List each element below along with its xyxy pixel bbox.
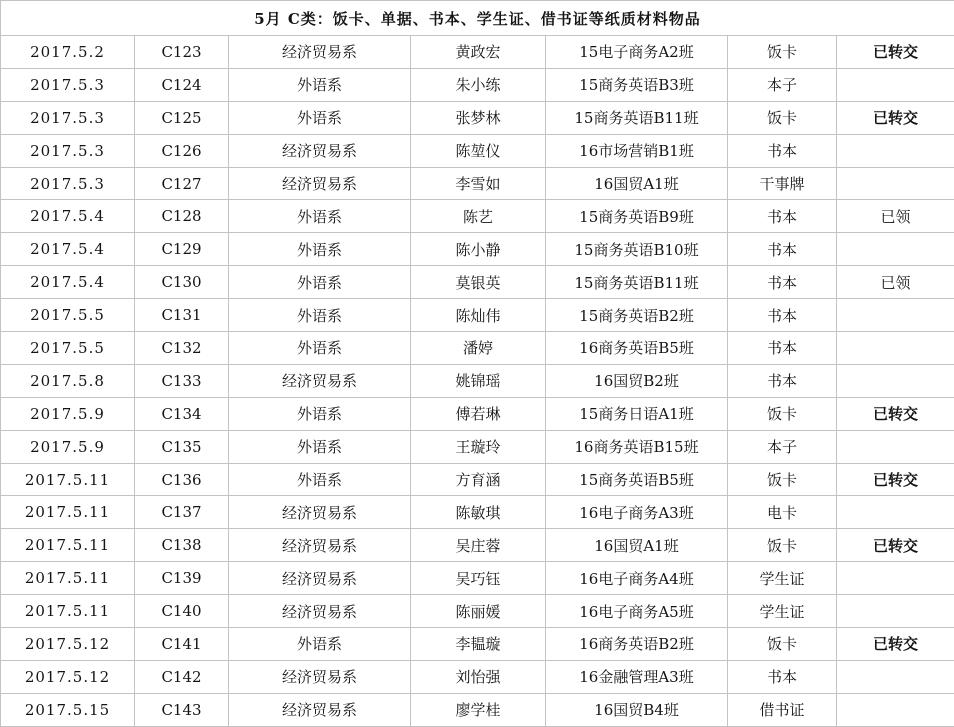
cell-item: 书本 bbox=[728, 660, 837, 693]
cell-date: 2017.5.3 bbox=[1, 101, 135, 134]
cell-item: 书本 bbox=[728, 299, 837, 332]
cell-date: 2017.5.4 bbox=[1, 266, 135, 299]
cell-item: 书本 bbox=[728, 266, 837, 299]
cell-department: 经济贸易系 bbox=[229, 562, 411, 595]
cell-class: 16电子商务A3班 bbox=[546, 496, 728, 529]
cell-status: 已转交 bbox=[837, 397, 954, 430]
cell-item: 干事牌 bbox=[728, 167, 837, 200]
table-row bbox=[1, 693, 954, 726]
cell-class: 15商务英语B9班 bbox=[546, 200, 728, 233]
cell-code: C138 bbox=[135, 529, 229, 562]
cell-code: C140 bbox=[135, 595, 229, 628]
title-row bbox=[1, 1, 954, 36]
cell-code: C137 bbox=[135, 496, 229, 529]
cell-class: 15商务英语B11班 bbox=[546, 101, 728, 134]
cell-name: 陈丽媛 bbox=[411, 595, 546, 628]
cell-department: 经济贸易系 bbox=[229, 167, 411, 200]
table-row bbox=[1, 299, 954, 332]
cell-status bbox=[837, 430, 954, 463]
cell-date: 2017.5.9 bbox=[1, 397, 135, 430]
cell-department: 外语系 bbox=[229, 463, 411, 496]
table-row bbox=[1, 397, 954, 430]
cell-class: 16市场营销B1班 bbox=[546, 134, 728, 167]
cell-name: 潘婷 bbox=[411, 332, 546, 365]
table-row bbox=[1, 595, 954, 628]
cell-status bbox=[837, 167, 954, 200]
cell-status bbox=[837, 332, 954, 365]
cell-class: 15商务英语B2班 bbox=[546, 299, 728, 332]
table-row bbox=[1, 364, 954, 397]
cell-item: 借书证 bbox=[728, 693, 837, 726]
cell-code: C143 bbox=[135, 693, 229, 726]
table-title: 5月 C类：饭卡、单据、书本、学生证、借书证等纸质材料物品 bbox=[1, 1, 954, 36]
table-row bbox=[1, 101, 954, 134]
cell-status bbox=[837, 299, 954, 332]
cell-code: C132 bbox=[135, 332, 229, 365]
cell-item: 书本 bbox=[728, 233, 837, 266]
cell-item: 学生证 bbox=[728, 595, 837, 628]
cell-name: 陈艺 bbox=[411, 200, 546, 233]
cell-status: 已领 bbox=[837, 266, 954, 299]
cell-item: 本子 bbox=[728, 430, 837, 463]
table-body bbox=[1, 1, 954, 727]
cell-code: C129 bbox=[135, 233, 229, 266]
cell-date: 2017.5.11 bbox=[1, 595, 135, 628]
cell-class: 16金融管理A3班 bbox=[546, 660, 728, 693]
cell-name: 吴庄蓉 bbox=[411, 529, 546, 562]
cell-date: 2017.5.9 bbox=[1, 430, 135, 463]
cell-code: C123 bbox=[135, 36, 229, 69]
cell-item: 饭卡 bbox=[728, 463, 837, 496]
cell-class: 16商务英语B2班 bbox=[546, 628, 728, 661]
cell-status bbox=[837, 496, 954, 529]
cell-department: 外语系 bbox=[229, 101, 411, 134]
cell-item: 书本 bbox=[728, 134, 837, 167]
cell-date: 2017.5.4 bbox=[1, 200, 135, 233]
cell-code: C128 bbox=[135, 200, 229, 233]
cell-date: 2017.5.8 bbox=[1, 364, 135, 397]
cell-date: 2017.5.11 bbox=[1, 562, 135, 595]
cell-name: 李雪如 bbox=[411, 167, 546, 200]
cell-department: 外语系 bbox=[229, 628, 411, 661]
table-row bbox=[1, 529, 954, 562]
cell-code: C125 bbox=[135, 101, 229, 134]
cell-code: C136 bbox=[135, 463, 229, 496]
table-row bbox=[1, 463, 954, 496]
cell-class: 15商务日语A1班 bbox=[546, 397, 728, 430]
cell-name: 陈灿伟 bbox=[411, 299, 546, 332]
cell-status bbox=[837, 364, 954, 397]
cell-code: C134 bbox=[135, 397, 229, 430]
table-row bbox=[1, 660, 954, 693]
table-row bbox=[1, 167, 954, 200]
cell-department: 经济贸易系 bbox=[229, 660, 411, 693]
cell-date: 2017.5.4 bbox=[1, 233, 135, 266]
cell-date: 2017.5.3 bbox=[1, 167, 135, 200]
cell-department: 经济贸易系 bbox=[229, 496, 411, 529]
cell-department: 经济贸易系 bbox=[229, 364, 411, 397]
cell-status: 已转交 bbox=[837, 101, 954, 134]
cell-status: 已转交 bbox=[837, 628, 954, 661]
cell-class: 15商务英语B5班 bbox=[546, 463, 728, 496]
cell-date: 2017.5.11 bbox=[1, 463, 135, 496]
cell-name: 陈堃仪 bbox=[411, 134, 546, 167]
cell-code: C126 bbox=[135, 134, 229, 167]
cell-department: 外语系 bbox=[229, 397, 411, 430]
cell-class: 15商务英语B10班 bbox=[546, 233, 728, 266]
cell-date: 2017.5.11 bbox=[1, 496, 135, 529]
cell-status bbox=[837, 68, 954, 101]
cell-class: 16商务英语B5班 bbox=[546, 332, 728, 365]
table-row bbox=[1, 68, 954, 101]
cell-item: 书本 bbox=[728, 364, 837, 397]
cell-code: C131 bbox=[135, 299, 229, 332]
cell-class: 15商务英语B11班 bbox=[546, 266, 728, 299]
cell-class: 15电子商务A2班 bbox=[546, 36, 728, 69]
cell-department: 外语系 bbox=[229, 233, 411, 266]
cell-code: C130 bbox=[135, 266, 229, 299]
table-row bbox=[1, 332, 954, 365]
cell-name: 王璇玲 bbox=[411, 430, 546, 463]
cell-item: 饭卡 bbox=[728, 628, 837, 661]
cell-item: 学生证 bbox=[728, 562, 837, 595]
cell-status: 已转交 bbox=[837, 463, 954, 496]
cell-name: 张梦林 bbox=[411, 101, 546, 134]
cell-status bbox=[837, 693, 954, 726]
cell-class: 16电子商务A4班 bbox=[546, 562, 728, 595]
cell-date: 2017.5.2 bbox=[1, 36, 135, 69]
cell-name: 陈小静 bbox=[411, 233, 546, 266]
cell-date: 2017.5.5 bbox=[1, 299, 135, 332]
table-row bbox=[1, 496, 954, 529]
cell-code: C133 bbox=[135, 364, 229, 397]
cell-status bbox=[837, 660, 954, 693]
cell-department: 外语系 bbox=[229, 266, 411, 299]
cell-item: 饭卡 bbox=[728, 529, 837, 562]
cell-department: 外语系 bbox=[229, 68, 411, 101]
cell-item: 电卡 bbox=[728, 496, 837, 529]
cell-name: 傅若琳 bbox=[411, 397, 546, 430]
cell-department: 外语系 bbox=[229, 332, 411, 365]
cell-item: 本子 bbox=[728, 68, 837, 101]
cell-department: 经济贸易系 bbox=[229, 36, 411, 69]
cell-class: 16商务英语B15班 bbox=[546, 430, 728, 463]
cell-class: 16国贸A1班 bbox=[546, 167, 728, 200]
cell-class: 16国贸B2班 bbox=[546, 364, 728, 397]
cell-class: 15商务英语B3班 bbox=[546, 68, 728, 101]
cell-name: 李韫璇 bbox=[411, 628, 546, 661]
cell-code: C142 bbox=[135, 660, 229, 693]
cell-name: 陈敏琪 bbox=[411, 496, 546, 529]
cell-date: 2017.5.12 bbox=[1, 660, 135, 693]
cell-name: 廖学桂 bbox=[411, 693, 546, 726]
cell-item: 饭卡 bbox=[728, 101, 837, 134]
cell-class: 16国贸B4班 bbox=[546, 693, 728, 726]
cell-status bbox=[837, 233, 954, 266]
table-row bbox=[1, 233, 954, 266]
cell-name: 莫银英 bbox=[411, 266, 546, 299]
cell-class: 16电子商务A5班 bbox=[546, 595, 728, 628]
cell-department: 经济贸易系 bbox=[229, 134, 411, 167]
cell-item: 书本 bbox=[728, 332, 837, 365]
table-row bbox=[1, 562, 954, 595]
cell-name: 朱小练 bbox=[411, 68, 546, 101]
cell-item: 书本 bbox=[728, 200, 837, 233]
cell-class: 16国贸A1班 bbox=[546, 529, 728, 562]
cell-code: C135 bbox=[135, 430, 229, 463]
cell-department: 外语系 bbox=[229, 200, 411, 233]
cell-code: C141 bbox=[135, 628, 229, 661]
cell-name: 方育涵 bbox=[411, 463, 546, 496]
cell-date: 2017.5.3 bbox=[1, 134, 135, 167]
cell-name: 黄政宏 bbox=[411, 36, 546, 69]
cell-status: 已领 bbox=[837, 200, 954, 233]
cell-item: 饭卡 bbox=[728, 397, 837, 430]
cell-name: 刘怡强 bbox=[411, 660, 546, 693]
cell-department: 经济贸易系 bbox=[229, 529, 411, 562]
cell-code: C124 bbox=[135, 68, 229, 101]
cell-code: C139 bbox=[135, 562, 229, 595]
cell-status: 已转交 bbox=[837, 36, 954, 69]
table-row bbox=[1, 266, 954, 299]
cell-status bbox=[837, 134, 954, 167]
cell-item: 饭卡 bbox=[728, 36, 837, 69]
cell-department: 经济贸易系 bbox=[229, 595, 411, 628]
cell-code: C127 bbox=[135, 167, 229, 200]
cell-date: 2017.5.12 bbox=[1, 628, 135, 661]
cell-status bbox=[837, 595, 954, 628]
cell-name: 吴巧钰 bbox=[411, 562, 546, 595]
cell-status bbox=[837, 562, 954, 595]
cell-department: 外语系 bbox=[229, 430, 411, 463]
cell-date: 2017.5.11 bbox=[1, 529, 135, 562]
table-row bbox=[1, 134, 954, 167]
cell-date: 2017.5.3 bbox=[1, 68, 135, 101]
cell-status: 已转交 bbox=[837, 529, 954, 562]
table-row bbox=[1, 430, 954, 463]
table-row bbox=[1, 36, 954, 69]
cell-department: 经济贸易系 bbox=[229, 693, 411, 726]
cell-department: 外语系 bbox=[229, 299, 411, 332]
cell-date: 2017.5.15 bbox=[1, 693, 135, 726]
table-row bbox=[1, 628, 954, 661]
cell-date: 2017.5.5 bbox=[1, 332, 135, 365]
cell-name: 姚锦瑶 bbox=[411, 364, 546, 397]
table-row bbox=[1, 200, 954, 233]
